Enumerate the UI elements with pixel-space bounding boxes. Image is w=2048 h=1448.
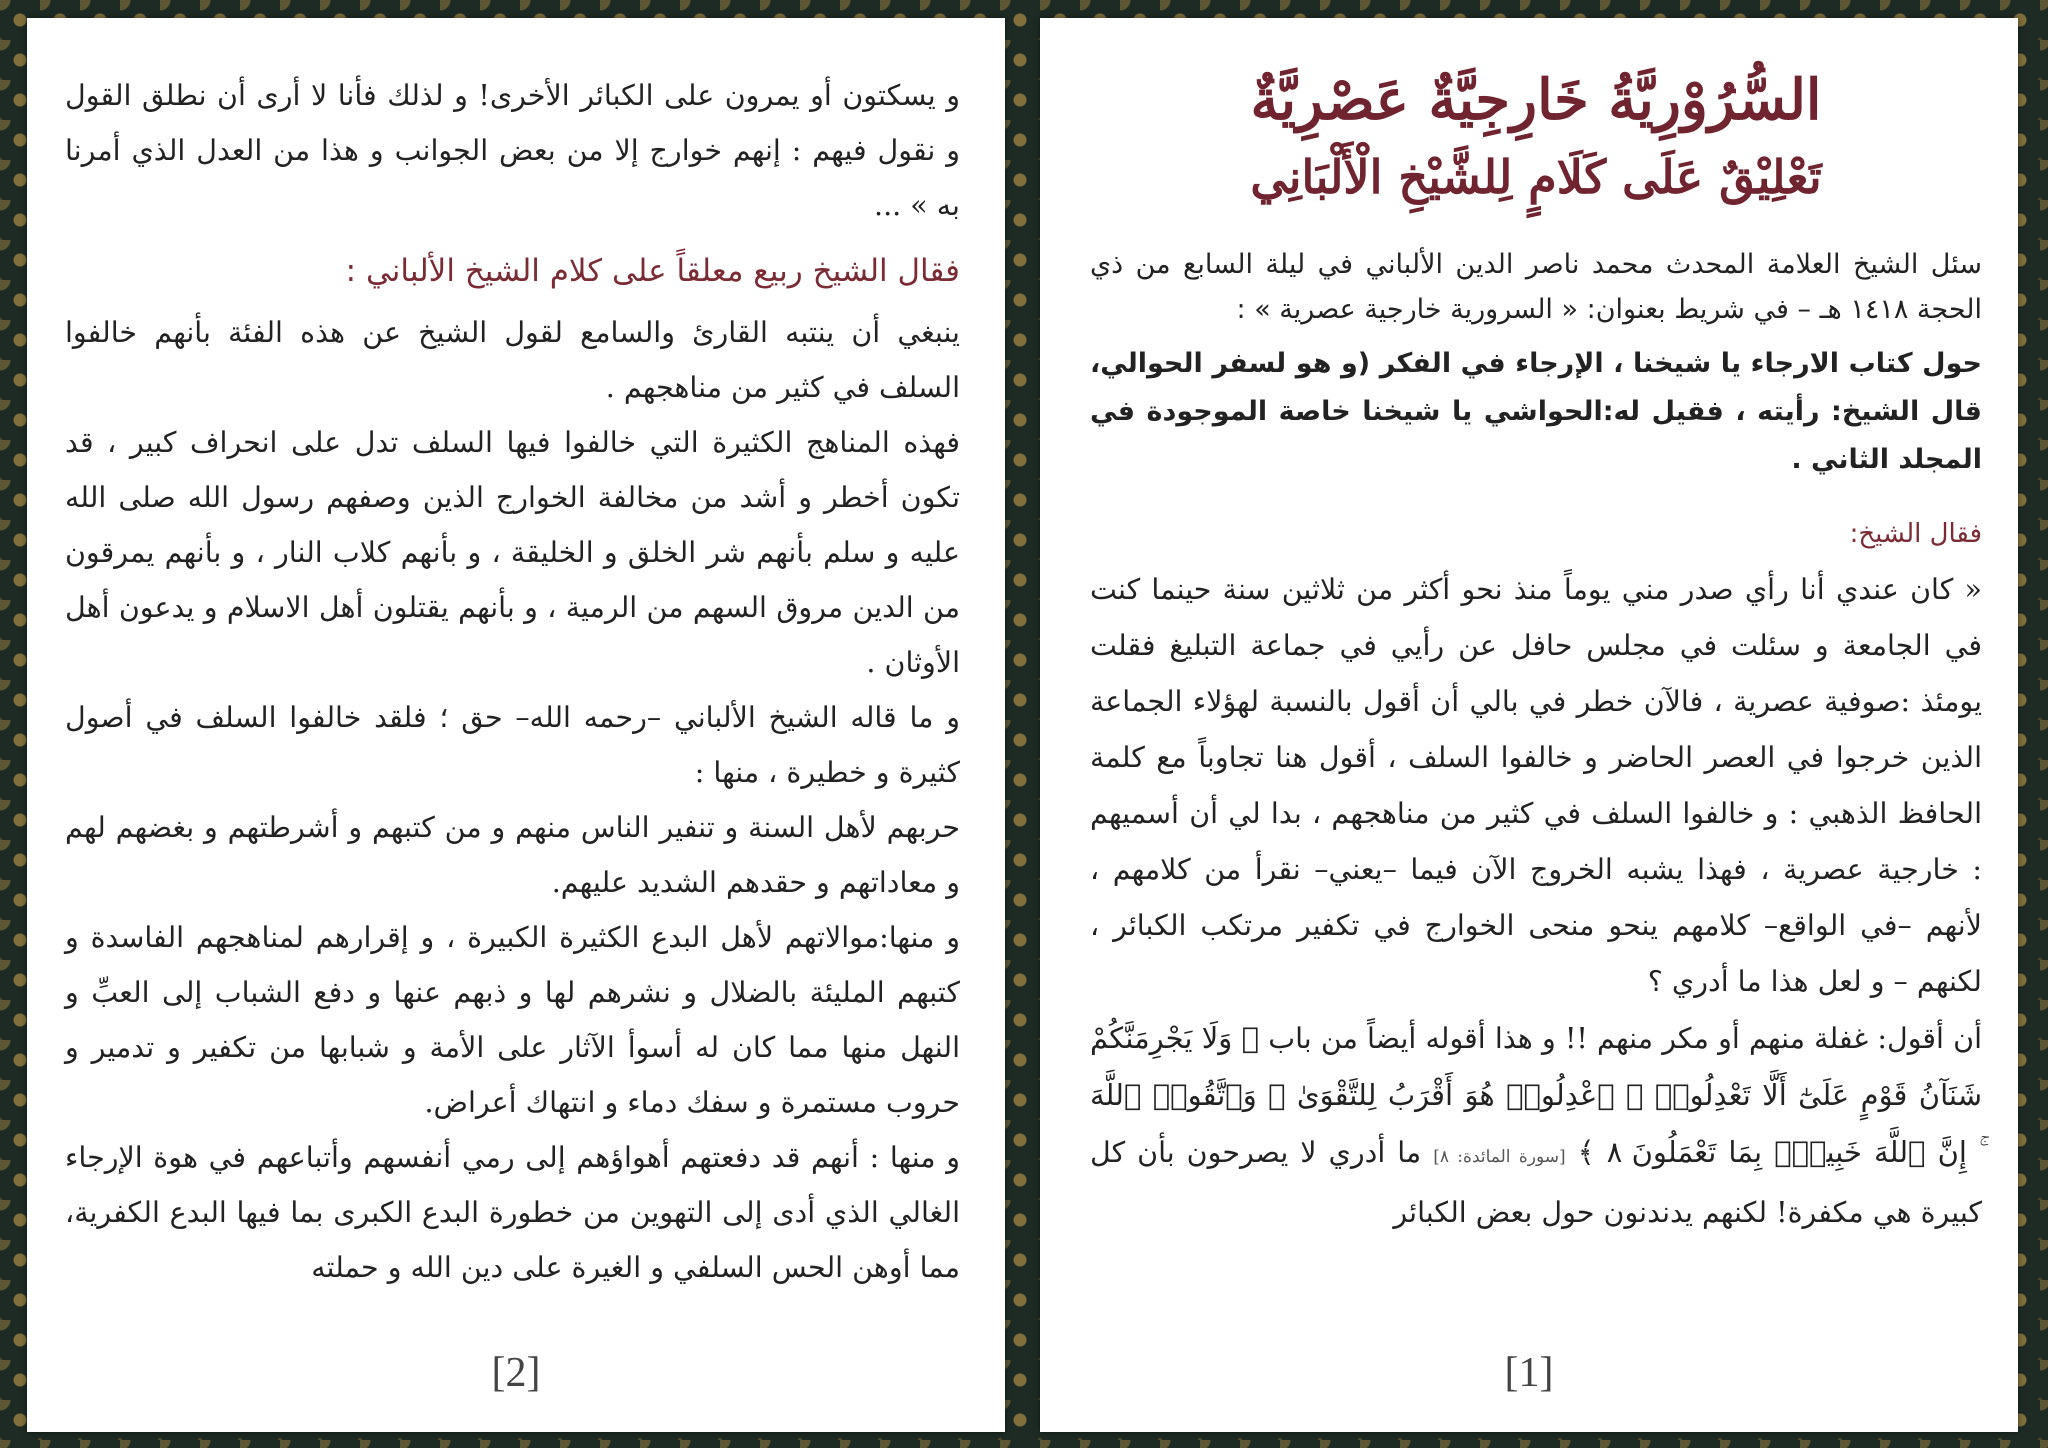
page-title: السُّرُوْرِيَّةُ خَارِجِيَّةٌ عَصْرِيَّةٌ	[1250, 67, 1822, 133]
sheikh-label: فقال الشيخ:	[1849, 519, 1982, 549]
verse-intro: أن أقول: غفلة منهم أو مكر منهم !! و هذا أقوله أيضاً من باب	[1268, 1022, 1983, 1055]
paragraph: و ما قاله الشيخ الألباني –رحمه الله– حق ؛ فلقد خالفوا السلف في أصول كثيرة و خطيرة ، منها :	[65, 701, 960, 789]
intro-paragraph: سئل الشيخ العلامة المحدث محمد ناصر الدين الألباني في ليلة السابع من ذي الحجة ١٤١٨ هـ – في شريط بعنوان: « السرورية خارجية عصرية » :	[1090, 249, 1982, 325]
paragraph: حربهم لأهل السنة و تنفير الناس منهم و من كتبهم و أشرطتهم و بغضهم لهم و معاداتهم و حقدهم الشديد عليهم.	[65, 811, 960, 899]
paragraph: و منها:موالاتهم لأهل البدع الكثيرة الكبيرة ، و إقرارهم لمناهجهم الفاسدة و كتبهم المليئة بالضلال و نشرهم لها و ذبهم عنها و دفع الشباب إلى العبِّ و النهل منها مما كان له أسوأ الآثار على الأمة و شبابها من تكفير و تدمير و حروب مستمرة و سفك دماء و انتهاك أعراض.	[65, 921, 960, 1119]
section-heading: فقال الشيخ ربيع معلقاً على كلام الشيخ الألباني :	[345, 253, 960, 289]
paragraph: ينبغي أن ينتبه القارئ والسامع لقول الشيخ عن هذه الفئة بأنهم خالفوا السلف في كثير من مناهجهم .	[65, 316, 960, 404]
paragraph: فهذه المناهج الكثيرة التي خالفوا فيها السلف تدل على انحراف كبير ، قد تكون أخطر و أشد من مخالفة الخوارج الذين وصفهم رسول الله صلى الله عليه و سلم بأنهم شر الخلق و الخليقة ، و بأنهم كلاب النار ، و بأنهم يمرقون من الدين مروق السهم من الرمية ، و بأنهم يقتلون أهل الاسلام و يدعون أهل الأوثان .	[65, 426, 960, 679]
paragraph-continuation: و يسكتون أو يمرون على الكبائر الأخرى! و لذلك فأنا لا أرى أن نطلق القول و نقول فيهم : إنهم خوارج إلا من بعض الجوانب و هذا من العدل الذي أمرنا به » ...	[65, 79, 960, 222]
verse-outro: ما أدري لا يصرحون بأن كل كبيرة هي مكفرة! لكنهم يدندنون حول بعض الكبائر	[1090, 1136, 1982, 1229]
page-two	[27, 18, 1005, 1432]
quran-verse: ﴿ وَلَا يَجْرِمَنَّكُمْ شَنَآنُ قَوْمٍ عَلَىٰٓ أَلَّا تَعْدِلُوا۟ ۚ ٱعْدِلُوا۟ هُوَ أَقْرَبُ لِلتَّقْوَىٰ ۖ وَٱتَّقُوا۟ ٱللَّهَ ۚ إِنَّ ٱللَّهَ خَبِيرٌۢ بِمَا تَعْمَلُونَ ٨ ﴾	[1090, 1021, 1983, 1169]
question-paragraph: حول كتاب الارجاء يا شيخنا ، الإرجاء في الفكر (و هو لسفر الحوالي، قال الشيخ: رأيته ، فقيل له:الحواشي يا شيخنا خاصة الموجودة في المجلد الثاني .	[1090, 348, 1982, 475]
page-number: [2]	[491, 1350, 541, 1396]
verse-paragraph	[1090, 1010, 1982, 1241]
verse-reference: [سورة المائدة: ٨]	[1433, 1147, 1566, 1167]
paragraph: و منها : أنهم قد دفعتهم أهواؤهم إلى رمي أنفسهم وأتباعهم في هوة الإرجاء الغالي الذي أدى إلى التهوين من خطورة البدع الكبرى بما فيها البدع الكفرية، مما أوهن الحس السلفي و الغيرة على دين الله و حملته	[65, 1141, 960, 1284]
page-number: [1]	[1504, 1350, 1554, 1396]
page-subtitle: تَعْلِيْقٌ عَلَى كَلَامٍ لِلشَّيْخِ الْأَلْبَانِي	[1250, 150, 1822, 204]
page-one	[1040, 18, 2018, 1432]
quote-paragraph: « كان عندي أنا رأي صدر مني يوماً منذ نحو أكثر من ثلاثين سنة حينما كنت في الجامعة و سئلت في مجلس حافل عن رأيي في جماعة التبليغ فقلت يومئذ :صوفية عصرية ، فالآن خطر في بالي أن أقول بالنسبة لهؤلاء الجماعة الذين خرجوا في العصر الحاضر و خالفوا السلف ، أقول هنا تجاوباً مع كلمة الحافظ الذهبي : و خالفوا السلف في كثير من مناهجهم ، بدا لي أن أسميهم : خارجية عصرية ، فهذا يشبه الخروج الآن فيما –يعني– نقرأ من كلامهم ، لأنهم –في الواقع– كلامهم ينحو منحى الخوارج في تكفير مرتكب الكبائر ، لكنهم – و لعل هذا ما أدري ؟	[1090, 573, 1982, 998]
